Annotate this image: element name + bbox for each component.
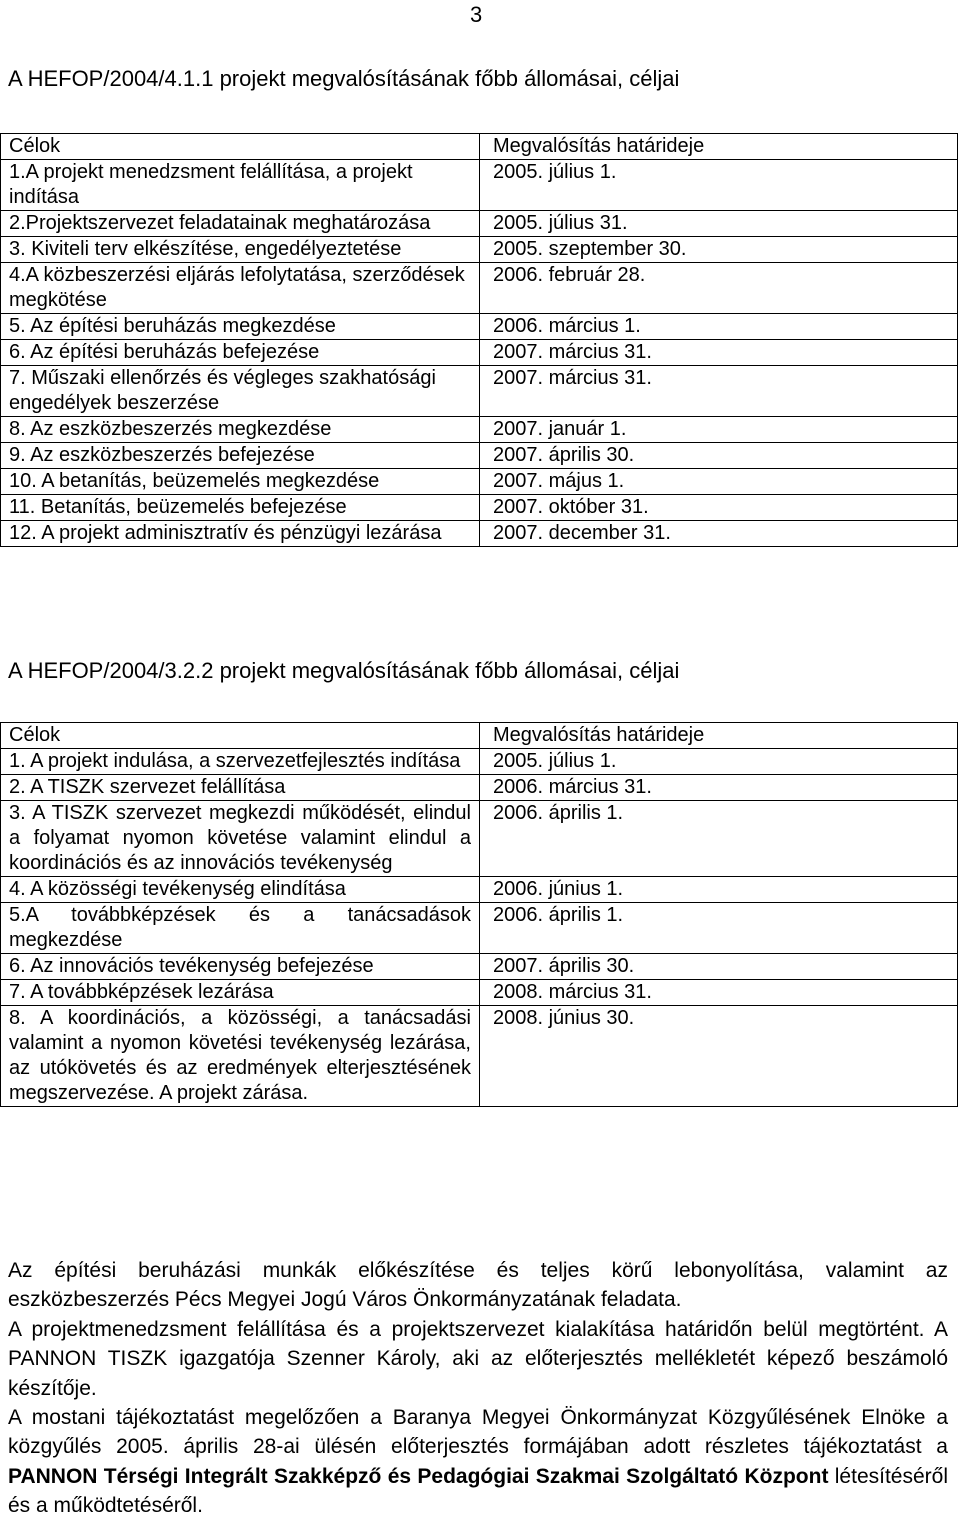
table-row bbox=[1, 366, 958, 417]
deadline-cell: 2007. október 31. bbox=[480, 495, 958, 521]
table-row bbox=[1, 417, 958, 443]
table-row bbox=[1, 340, 958, 366]
deadline-cell: 2008. március 31. bbox=[480, 980, 958, 1006]
table-row bbox=[1, 469, 958, 495]
table-row bbox=[1, 521, 958, 547]
goal-cell: 3. Kiviteli terv elkészítése, engedélyeztetése bbox=[1, 237, 480, 263]
section-heading: A HEFOP/2004/4.1.1 projekt megvalósításának főbb állomásai, céljai bbox=[8, 66, 680, 91]
goal-cell: 2.Projektszervezet feladatainak meghatározása bbox=[1, 211, 480, 237]
deadline-cell: 2007. december 31. bbox=[480, 521, 958, 547]
goal-cell: 7. A továbbképzések lezárása bbox=[1, 980, 480, 1006]
table-row bbox=[1, 954, 958, 980]
milestones-table-2 bbox=[0, 722, 958, 1107]
deadline-cell: 2006. április 1. bbox=[480, 801, 958, 877]
goal-cell: 11. Betanítás, beüzemelés befejezése bbox=[1, 495, 480, 521]
goal-cell: 9. Az eszközbeszerzés befejezése bbox=[1, 443, 480, 469]
paragraph-text: A mostani tájékoztatást megelőzően a Baranya Megyei Önkormányzat Közgyűlésének Elnöke a közgyűlés 2005. április 28-ai ülésén előterjesztés formájában adott részletes tájékoztatást a bbox=[8, 1406, 948, 1459]
goal-cell: 4.A közbeszerzési eljárás lefolytatása, szerződések megkötése bbox=[1, 263, 480, 314]
goal-cell: 8. Az eszközbeszerzés megkezdése bbox=[1, 417, 480, 443]
deadline-cell: 2005. július 1. bbox=[480, 160, 958, 211]
deadline-cell: 2007. május 1. bbox=[480, 469, 958, 495]
page-number: 3 bbox=[470, 2, 483, 27]
table-row bbox=[1, 1006, 958, 1107]
table-row bbox=[1, 211, 958, 237]
table-row bbox=[1, 263, 958, 314]
goal-column-header: Célok bbox=[1, 723, 480, 749]
deadline-cell: 2006. február 28. bbox=[480, 263, 958, 314]
table-header-row bbox=[1, 723, 958, 749]
goal-cell: 6. Az innovációs tevékenység befejezése bbox=[1, 954, 480, 980]
table-row bbox=[1, 314, 958, 340]
table-row bbox=[1, 237, 958, 263]
deadline-cell: 2008. június 30. bbox=[480, 1006, 958, 1107]
deadline-cell: 2006. március 31. bbox=[480, 775, 958, 801]
paragraph-text: létesítéséről és a működtetéséről. bbox=[8, 1464, 948, 1518]
body-text bbox=[8, 1256, 948, 1521]
goal-cell: 8. A koordinációs, a közösségi, a tanácsadási valamint a nyomon követési tevékenység lezárása, az utókövetés és az eredmények elterjesztésének megszervezése. A projekt zárása. bbox=[1, 1006, 480, 1107]
goal-cell: 2. A TISZK szervezet felállítása bbox=[1, 775, 480, 801]
goal-cell: 1.A projekt menedzsment felállítása, a projekt indítása bbox=[1, 160, 480, 211]
section-heading: A HEFOP/2004/3.2.2 projekt megvalósításának főbb állomásai, céljai bbox=[8, 658, 680, 683]
goal-cell: 10. A betanítás, beüzemelés megkezdése bbox=[1, 469, 480, 495]
table-row bbox=[1, 877, 958, 903]
goal-cell: 5. Az építési beruházás megkezdése bbox=[1, 314, 480, 340]
goal-column-header: Célok bbox=[1, 134, 480, 160]
table-row bbox=[1, 443, 958, 469]
table-row bbox=[1, 495, 958, 521]
deadline-cell: 2005. szeptember 30. bbox=[480, 237, 958, 263]
deadline-column-header: Megvalósítás határideje bbox=[480, 134, 958, 160]
deadline-cell: 2006. április 1. bbox=[480, 903, 958, 954]
deadline-cell: 2006. március 1. bbox=[480, 314, 958, 340]
organization-name: PANNON Térségi Integrált Szakképző és Pedagógiai Szakmai Szolgáltató Központ bbox=[8, 1464, 829, 1488]
paragraph: Az építési beruházási munkák előkészítése és teljes körű lebonyolítása, valamint az eszközbeszerzés Pécs Megyei Jogú Város Önkormányzatának feladata. bbox=[8, 1259, 948, 1312]
deadline-cell: 2007. április 30. bbox=[480, 954, 958, 980]
table-row bbox=[1, 980, 958, 1006]
deadline-cell: 2005. július 31. bbox=[480, 211, 958, 237]
table-row bbox=[1, 749, 958, 775]
deadline-cell: 2006. június 1. bbox=[480, 877, 958, 903]
paragraph: A projektmenedzsment felállítása és a projektszervezet kialakítása határidőn belül megtörtént. A PANNON TISZK igazgatója Szenner Károly, aki az előterjesztés mellékletét képező beszámoló készítője. bbox=[8, 1317, 948, 1400]
goal-cell: 1. A projekt indulása, a szervezetfejlesztés indítása bbox=[1, 749, 480, 775]
deadline-cell: 2007. április 30. bbox=[480, 443, 958, 469]
goal-cell: 7. Műszaki ellenőrzés és végleges szakhatósági engedélyek beszerzése bbox=[1, 366, 480, 417]
table-row bbox=[1, 160, 958, 211]
paragraph bbox=[8, 1403, 948, 1521]
table-row bbox=[1, 775, 958, 801]
goal-cell: 3. A TISZK szervezet megkezdi működését, elindul a folyamat nyomon követése valamint elindul a koordinációs és az innovációs tevékenység bbox=[1, 801, 480, 877]
deadline-cell: 2007. március 31. bbox=[480, 340, 958, 366]
table-header-row bbox=[1, 134, 958, 160]
goal-cell: 4. A közösségi tevékenység elindítása bbox=[1, 877, 480, 903]
goal-cell: 5.A továbbképzések és a tanácsadások megkezdése bbox=[1, 903, 480, 954]
deadline-cell: 2007. március 31. bbox=[480, 366, 958, 417]
milestones-table-1 bbox=[0, 133, 958, 547]
deadline-column-header: Megvalósítás határideje bbox=[480, 723, 958, 749]
deadline-cell: 2007. január 1. bbox=[480, 417, 958, 443]
deadline-cell: 2005. július 1. bbox=[480, 749, 958, 775]
goal-cell: 6. Az építési beruházás befejezése bbox=[1, 340, 480, 366]
table-row bbox=[1, 903, 958, 954]
goal-cell: 12. A projekt adminisztratív és pénzügyi lezárása bbox=[1, 521, 480, 547]
table-row bbox=[1, 801, 958, 877]
